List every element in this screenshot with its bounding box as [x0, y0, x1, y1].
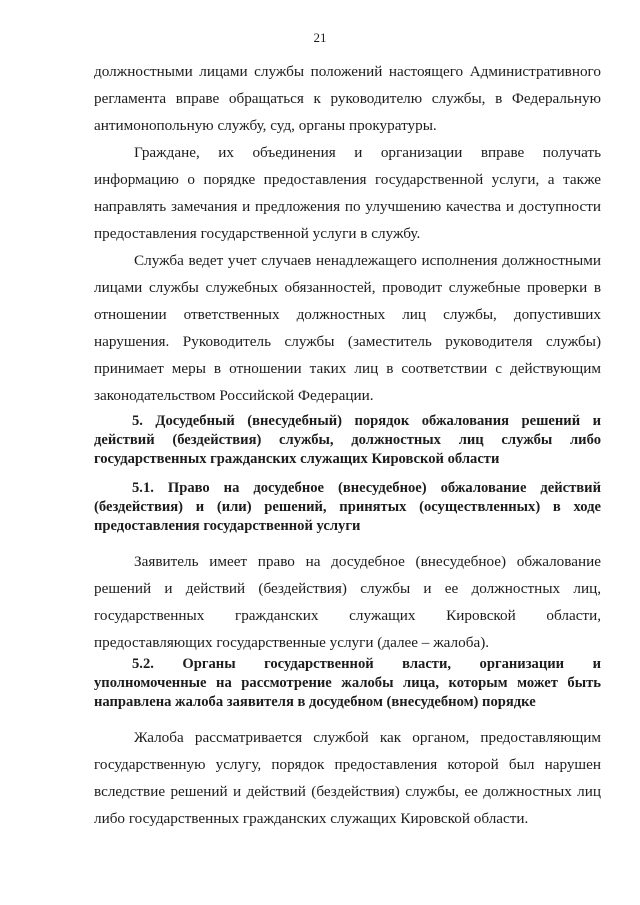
text-line: предоставления государственной услуги в службу. — [94, 225, 421, 242]
text-line: принимает меры в отношении таких лиц в соответствии с действующим — [94, 360, 601, 377]
text-line: Жалоба рассматривается службой как органом, предоставляющим — [134, 729, 601, 746]
text-line: антимонопольную службу, суд, органы прокуратуры. — [94, 117, 437, 134]
text-line: законодательством Российской Федерации. — [94, 387, 374, 404]
text-line: государственных гражданских служащих Кировской области, — [94, 607, 601, 624]
text-line: (бездействия) и (или) решений, принятых (осуществленных) в ходе — [94, 499, 601, 515]
text-line: уполномоченные на рассмотрение жалобы лица, которым может быть — [94, 675, 601, 691]
text-line: либо государственных гражданских служащих Кировской области. — [94, 810, 529, 827]
page-number: 21 — [313, 30, 327, 45]
text-line: вследствие решений и действий (бездействия) службы, ее должностных лиц — [94, 783, 601, 800]
text-line: Заявитель имеет право на досудебное (внесудебное) обжалование — [134, 553, 601, 570]
text-line: 5.2. Органы государственной власти, организации и — [132, 656, 601, 672]
text-line: отношении ответственных должностных лиц службы, допустивших — [94, 306, 601, 323]
text-line: предоставления государственной услуги — [94, 518, 361, 534]
text-line: должностными лицами службы положений настоящего Административного — [94, 63, 601, 80]
text-line: 5.1. Право на досудебное (внесудебное) обжалование действий — [132, 480, 601, 496]
text-line: Служба ведет учет случаев ненадлежащего исполнения должностными — [134, 252, 601, 269]
text-line: информацию о порядке предоставления государственной услуги, а также — [94, 171, 601, 188]
text-line: предоставляющих государственные услуги (далее – жалоба). — [94, 634, 490, 651]
text-line: Граждане, их объединения и организации вправе получать — [134, 144, 601, 161]
text-line: решений и действий (бездействия) службы и ее должностных лиц, — [94, 580, 601, 597]
text-line: направлена жалоба заявителя в досудебном (внесудебном) порядке — [94, 694, 536, 710]
text-line: лицами службы служебных обязанностей, проводит служебные проверки в — [94, 279, 601, 296]
text-line: нарушения. Руководитель службы (заместитель руководителя службы) — [94, 333, 601, 350]
text-line: 5. Досудебный (внесудебный) порядок обжалования решений и — [132, 413, 601, 429]
text-line: регламента вправе обращаться к руководителю службы, в Федеральную — [94, 90, 601, 107]
text-line: государственных гражданских служащих Кировской области — [94, 451, 500, 467]
text-line: действий (бездействия) службы, должностных лиц службы либо — [94, 432, 601, 448]
text-line: государственную услугу, порядок предоставления которой был нарушен — [94, 756, 601, 773]
text-line: направлять замечания и предложения по улучшению качества и доступности — [94, 198, 601, 215]
